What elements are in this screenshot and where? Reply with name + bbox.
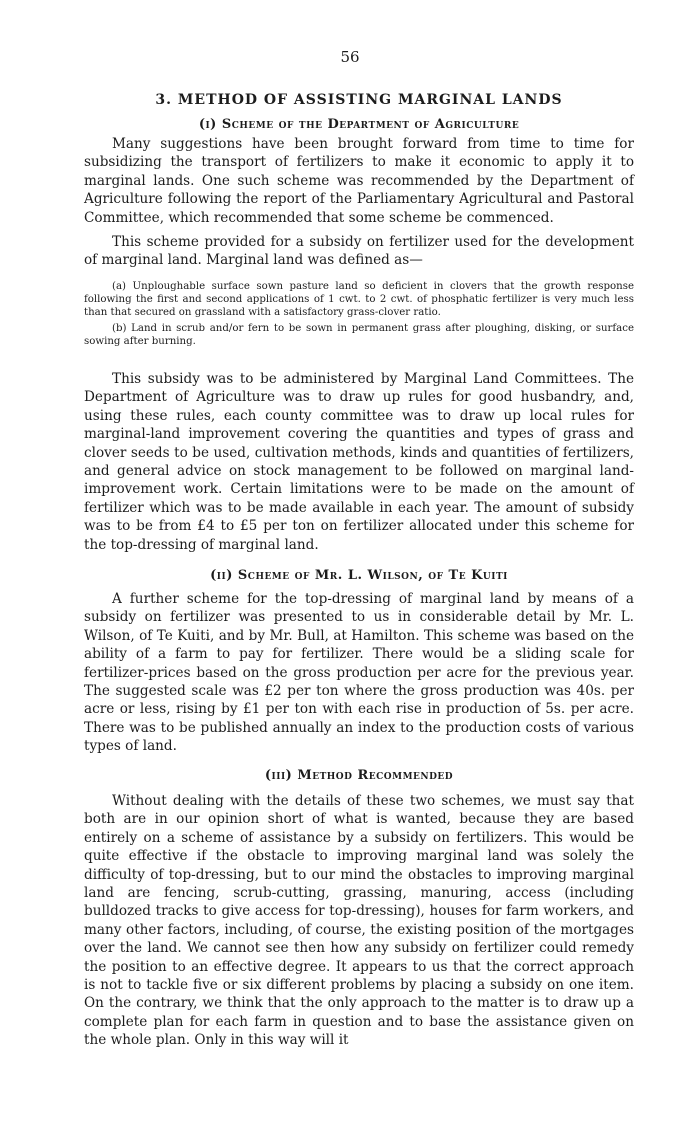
paragraph: This subsidy was to be administered by Marginal Land Committees. The Department of Agriculture was to draw up rules for good husbandry, and, using these rules, each county committee was to draw up local rules for marginal-land improvement covering the quantities and types of grass and clover seeds to be used, cultivation methods, kinds and quantities of fertilizers, and general advice on stock management to be followed on marginal land-improvement work. Certain limitations were to be made on the amount of fertilizer which was to be made available in each year. The amount of subsidy was to be from £4 to £5 per ton on fertilizer allocated under this scheme for the top-dressing of marginal land. xyxy=(84,371,634,553)
subsection-3-body xyxy=(84,792,634,1050)
subsection-1-closing xyxy=(84,370,634,554)
section-heading-block xyxy=(84,92,634,108)
subsection-1-heading-block xyxy=(84,117,634,132)
paragraph: This scheme provided for a subsidy on fertilizer used for the development of marginal land. Marginal land was defined as— xyxy=(84,234,634,269)
subsection-3-heading: (iii) Method Recommended xyxy=(264,768,454,783)
subsection-2-heading: (ii) Scheme of Mr. L. Wilson, of Te Kuiti xyxy=(210,568,508,583)
definition-a: (a) Unploughable surface sown pasture land so deficient in clovers that the growth response following the first and second applications of 1 cwt. to 2 cwt. of phosphatic fertilizer is very much less than that secured on grassland with a satisfactory grass-clover ratio. xyxy=(84,281,634,319)
subsection-2-heading-block xyxy=(84,568,634,583)
definition-list xyxy=(84,280,634,348)
paragraph: A further scheme for the top-dressing of marginal land by means of a subsidy on fertilizer was presented to us in considerable detail by Mr. L. Wilson, of Te Kuiti, and by Mr. Bull, at Hamilton. This scheme was based on the ability of a farm to pay for fertilizer. There would be a sliding scale for fertilizer-prices based on the gross production per acre for the previous year. The suggested scale was £2 per ton where the gross production was 40s. per acre or less, rising by £1 per ton with each rise in production of 5s. per acre. There was to be published annually an index to the production costs of various types of land. xyxy=(84,591,634,755)
subsection-1-intro xyxy=(84,135,634,270)
subsection-2-body xyxy=(84,590,634,756)
section-title: 3. METHOD OF ASSISTING MARGINAL LANDS xyxy=(155,92,563,108)
subsection-1-heading: (i) Scheme of the Department of Agriculture xyxy=(198,117,520,132)
definition-b: (b) Land in scrub and/or fern to be sown in permanent grass after ploughing, disking, or surface sowing after burning. xyxy=(84,322,634,347)
subsection-3-heading-block xyxy=(84,768,634,783)
page-number: 56 xyxy=(340,48,360,66)
paragraph: Many suggestions have been brought forward from time to time for subsidizing the transport of fertilizers to make it economic to apply it to marginal lands. One such scheme was recommended by the Department of Agriculture following the report of the Parliamentary Agricultural and Pastoral Committee, which recommended that some scheme be commenced. xyxy=(84,136,634,226)
paragraph: Without dealing with the details of these two schemes, we must say that both are in our opinion short of what is wanted, because they are based entirely on a scheme of assistance by a subsidy on fertilizers. This would be quite effective if the obstacle to improving marginal land was solely the difficulty of top-dressing, but to our mind the obstacles to improving marginal land are fencing, scrub-cutting, grassing, manuring, access (including bulldozed tracks to give access for top-dressing), houses for farm workers, and many other factors, including, of course, the existing position of the mortgages over the land. We cannot see then how any subsidy on fertilizer could remedy the position to an effective degree. It appears to us that the correct approach is not to tackle five or six different problems by placing a subsidy on one item. On the contrary, we think that the only approach to the matter is to draw up a complete plan for each farm in question and to base the assistance given on the whole plan. Only in this way will it xyxy=(84,793,634,1049)
